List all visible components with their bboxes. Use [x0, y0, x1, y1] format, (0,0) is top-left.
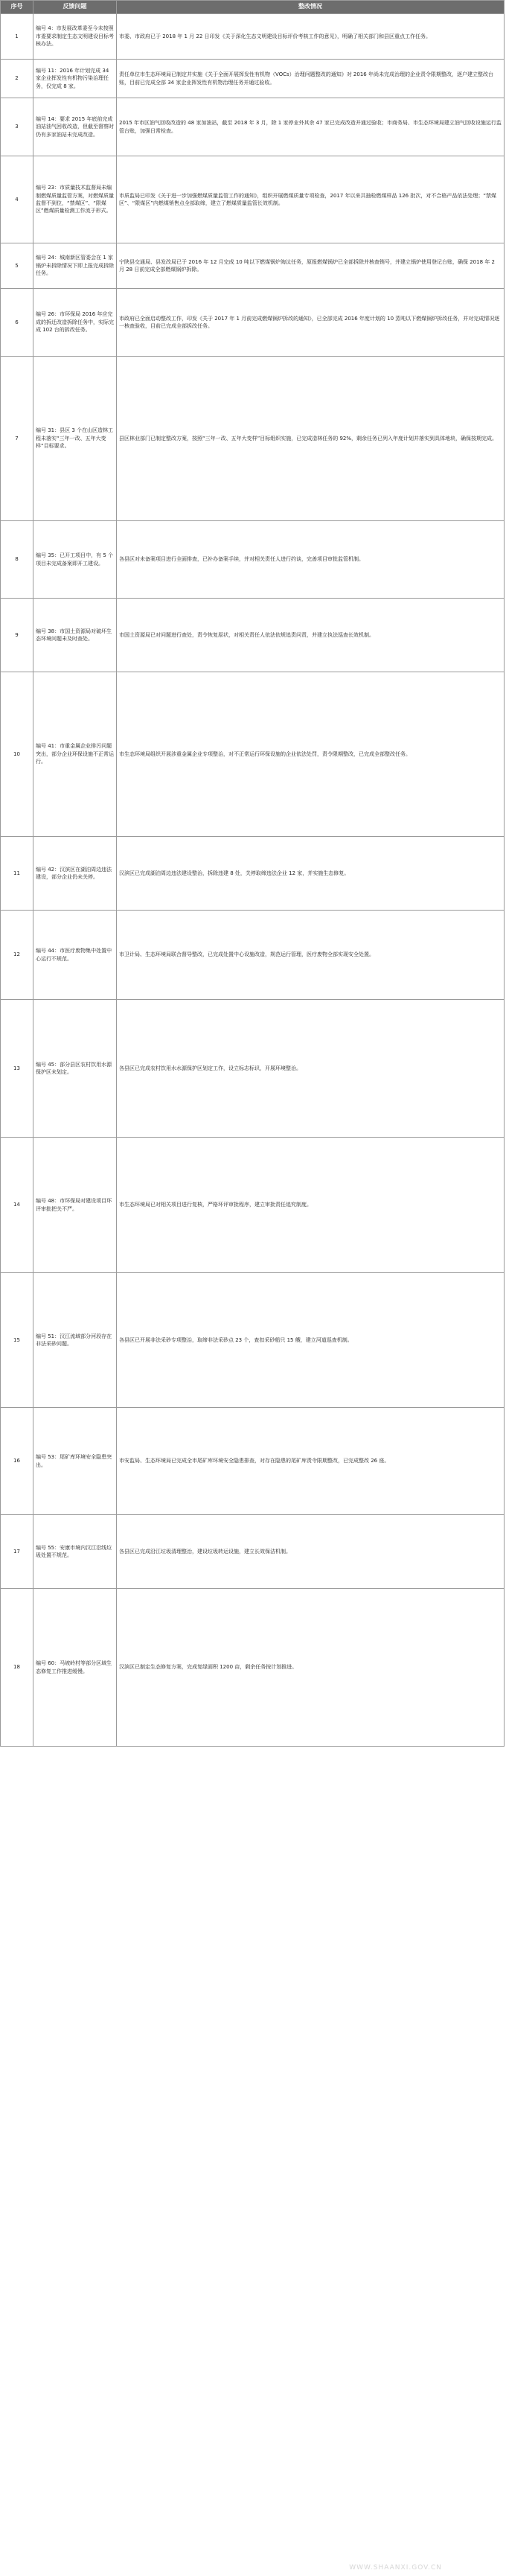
row-issue: 编号 4：市发展改革委至今未按照市委要求制定生态文明建设目标考核办法。: [33, 14, 117, 60]
row-issue: 编号 44：市医疗废物集中处置中心运行不规范。: [33, 911, 117, 1000]
row-seq: 16: [1, 1408, 33, 1515]
row-issue: 编号 11：2016 年计划完成 34 家企业挥发性有机物污染治理任务，仅完成 8 家。: [33, 60, 117, 98]
row-status: 市国土资源局已对问题进行查处，责令恢复原状，对相关责任人依法依规追责问责，并建立执法巡查长效机制。: [117, 599, 505, 672]
row-status: 市安监局、生态环境局已完成全市尾矿库环境安全隐患排查，对存在隐患的尾矿库责令限期整改，已完成整改 26 座。: [117, 1408, 505, 1515]
table-row: [1, 243, 505, 289]
row-seq: 4: [1, 156, 33, 243]
table-row: [1, 837, 505, 911]
header-status: 整改情况: [117, 1, 505, 14]
row-issue: 编号 31：县区 3 个在山区造林工程未落实“三年一改、五年大变样”目标要求。: [33, 357, 117, 521]
table-row: [1, 1000, 505, 1138]
table-row: [1, 14, 505, 60]
row-status: 汉滨区已制定生态修复方案，完成复绿面积 1200 亩，剩余任务按计划推进。: [117, 1589, 505, 1747]
table-row: [1, 1589, 505, 1747]
row-status: 各县区已完成沿江垃圾清理整治，建设垃圾转运设施，建立长效保洁机制。: [117, 1515, 505, 1589]
table-row: [1, 1138, 505, 1273]
row-status: 责任单位市生态环境局已制定并实施《关于全面开展挥发性有机物（VOCs）治理问题整改的通知》对 2016 年尚未完成治理的企业责令限期整改，逐户建立整改台账，目前已完成全部 34 家企业挥发性有机物治理任务并通过验收。: [117, 60, 505, 98]
row-status: 宁陕县交通局、县发改局已于 2016 年 12 月完成 10 吨以下燃煤锅炉淘汰任务，原报燃煤锅炉已全部拆除并核查销号，并建立锅炉使用登记台账，确保 2018 年 2 月 28 日前完成全部燃煤锅炉拆除。: [117, 243, 505, 289]
table-row: [1, 156, 505, 243]
row-issue: 编号 53：尾矿库环境安全隐患突出。: [33, 1408, 117, 1515]
row-issue: 编号 51：汉江流域部分河段存在非法采砂问题。: [33, 1273, 117, 1408]
table-row: [1, 1408, 505, 1515]
row-issue: 编号 48：市环保局对建设项目环评审批把关不严。: [33, 1138, 117, 1273]
row-status: 县区林业部门已制定整改方案，按照“三年一改、五年大变样”目标组织实施，已完成造林任务的 92%，剩余任务已列入年度计划并落实到具体地块，确保按期完成。: [117, 357, 505, 521]
row-seq: 10: [1, 672, 33, 837]
row-seq: 15: [1, 1273, 33, 1408]
row-seq: 14: [1, 1138, 33, 1273]
row-seq: 5: [1, 243, 33, 289]
table-row: [1, 289, 505, 357]
row-status: 市委、市政府已于 2018 年 1 月 22 日印发《关于深化生态文明建设目标评价考核工作的意见》，明确了相关部门和县区重点工作任务。: [117, 14, 505, 60]
row-status: 2015 年市区油气回收改造的 48 家加油站，截至 2018 年 3 月，除 1 家停业外其余 47 家已完成改造并通过验收；市商务局、市生态环境局建立油气回收设施运行监管台账，加强日常检查。: [117, 98, 505, 156]
row-seq: 7: [1, 357, 33, 521]
row-seq: 1: [1, 14, 33, 60]
row-seq: 12: [1, 911, 33, 1000]
row-issue: 编号 42：汉滨区在湖泊周边违法建设，部分企业仍未关停。: [33, 837, 117, 911]
table-row: [1, 60, 505, 98]
row-seq: 3: [1, 98, 33, 156]
row-status: 市政府已全面启动整改工作，印发《关于 2017 年 1 月前完成燃煤锅炉拆改的通知》，已全部完成 2016 年度计划的 10 蒸吨以下燃煤锅炉拆改任务，并对完成情况逐一核查验收，目前已完成全部拆改任务。: [117, 289, 505, 357]
row-issue: 编号 38：市国土资源局对破坏生态环境问题未及时查处。: [33, 599, 117, 672]
table-row: [1, 911, 505, 1000]
row-seq: 17: [1, 1515, 33, 1589]
row-status: 汉滨区已完成湖泊周边违法建设整治，拆除违建 8 处，关停取缔违法企业 12 家，并实施生态修复。: [117, 837, 505, 911]
row-issue: 编号 55：安康市境内汉江沿线垃圾处置不规范。: [33, 1515, 117, 1589]
table-body: [1, 14, 505, 1747]
row-seq: 6: [1, 289, 33, 357]
table-header-row: [1, 1, 505, 14]
row-status: 市质监局已印发《关于进一步加强燃煤质量监管工作的通知》，组织开展燃煤质量专项检查，2017 年以来共抽检燃煤样品 126 批次，对不合格产品依法处理；“禁煤区”、“限煤区”内燃煤销售点全部取缔，建立了燃煤质量监管长效机制。: [117, 156, 505, 243]
table-row: [1, 357, 505, 521]
row-issue: 编号 41：市重金属企业排污问题突出，部分企业环保设施不正常运行。: [33, 672, 117, 837]
row-status: 各县区已完成农村饮用水水源保护区划定工作，设立标志标识，开展环境整治。: [117, 1000, 505, 1138]
row-seq: 18: [1, 1589, 33, 1747]
row-issue: 编号 35：已开工项目中，有 5 个项目未完成备案即开工建设。: [33, 521, 117, 599]
row-issue: 编号 26：市环保局 2016 年应完成的拆迁改造拆除任务中，实际完成 102 台的拆改任务。: [33, 289, 117, 357]
table-row: [1, 672, 505, 837]
row-seq: 8: [1, 521, 33, 599]
row-issue: 编号 24：城南新区管委会在 1 家锅炉未拆除情况下即上报完成拆除任务。: [33, 243, 117, 289]
row-seq: 9: [1, 599, 33, 672]
watermark-text: WWW.SHAANXI.GOV.CN: [349, 2564, 442, 2572]
table-row: [1, 98, 505, 156]
table-row: [1, 521, 505, 599]
header-issue: 反馈问题: [33, 1, 117, 14]
row-issue: 编号 14：要求 2015 年底前完成油站油气回收改造，但截至督察时仍有多家油站未完成改造。: [33, 98, 117, 156]
row-status: 各县区对未备案项目进行全面排查，已补办备案手续，并对相关责任人进行约谈，完善项目审批监管机制。: [117, 521, 505, 599]
row-status: 市卫计局、生态环境局联合督导整改，已完成处置中心设施改造，规范运行管理，医疗废物全部实现安全处置。: [117, 911, 505, 1000]
row-issue: 编号 23：市质量技术监督局未编制燃煤质量监管方案，对燃煤质量监督不到位，“禁煤区”、“限煤区”燃煤质量检测工作流于形式。: [33, 156, 117, 243]
table-row: [1, 599, 505, 672]
row-issue: 编号 45：部分县区农村饮用水源保护区未划定。: [33, 1000, 117, 1138]
table-row: [1, 1273, 505, 1408]
row-status: 各县区已开展非法采砂专项整治，取缔非法采砂点 23 个，查扣采砂船只 15 艘，建立河道巡查机制。: [117, 1273, 505, 1408]
row-seq: 13: [1, 1000, 33, 1138]
header-seq: 序号: [1, 1, 33, 14]
row-issue: 编号 60：马坡岭村等部分区域生态修复工作推进缓慢。: [33, 1589, 117, 1747]
row-status: 市生态环境局已对相关项目进行复核，严格环评审批程序，建立审批责任追究制度。: [117, 1138, 505, 1273]
row-status: 市生态环境局组织开展涉重金属企业专项整治，对不正常运行环保设施的企业依法处罚，责令限期整改，已完成全部整改任务。: [117, 672, 505, 837]
table-row: [1, 1515, 505, 1589]
row-seq: 11: [1, 837, 33, 911]
row-seq: 2: [1, 60, 33, 98]
